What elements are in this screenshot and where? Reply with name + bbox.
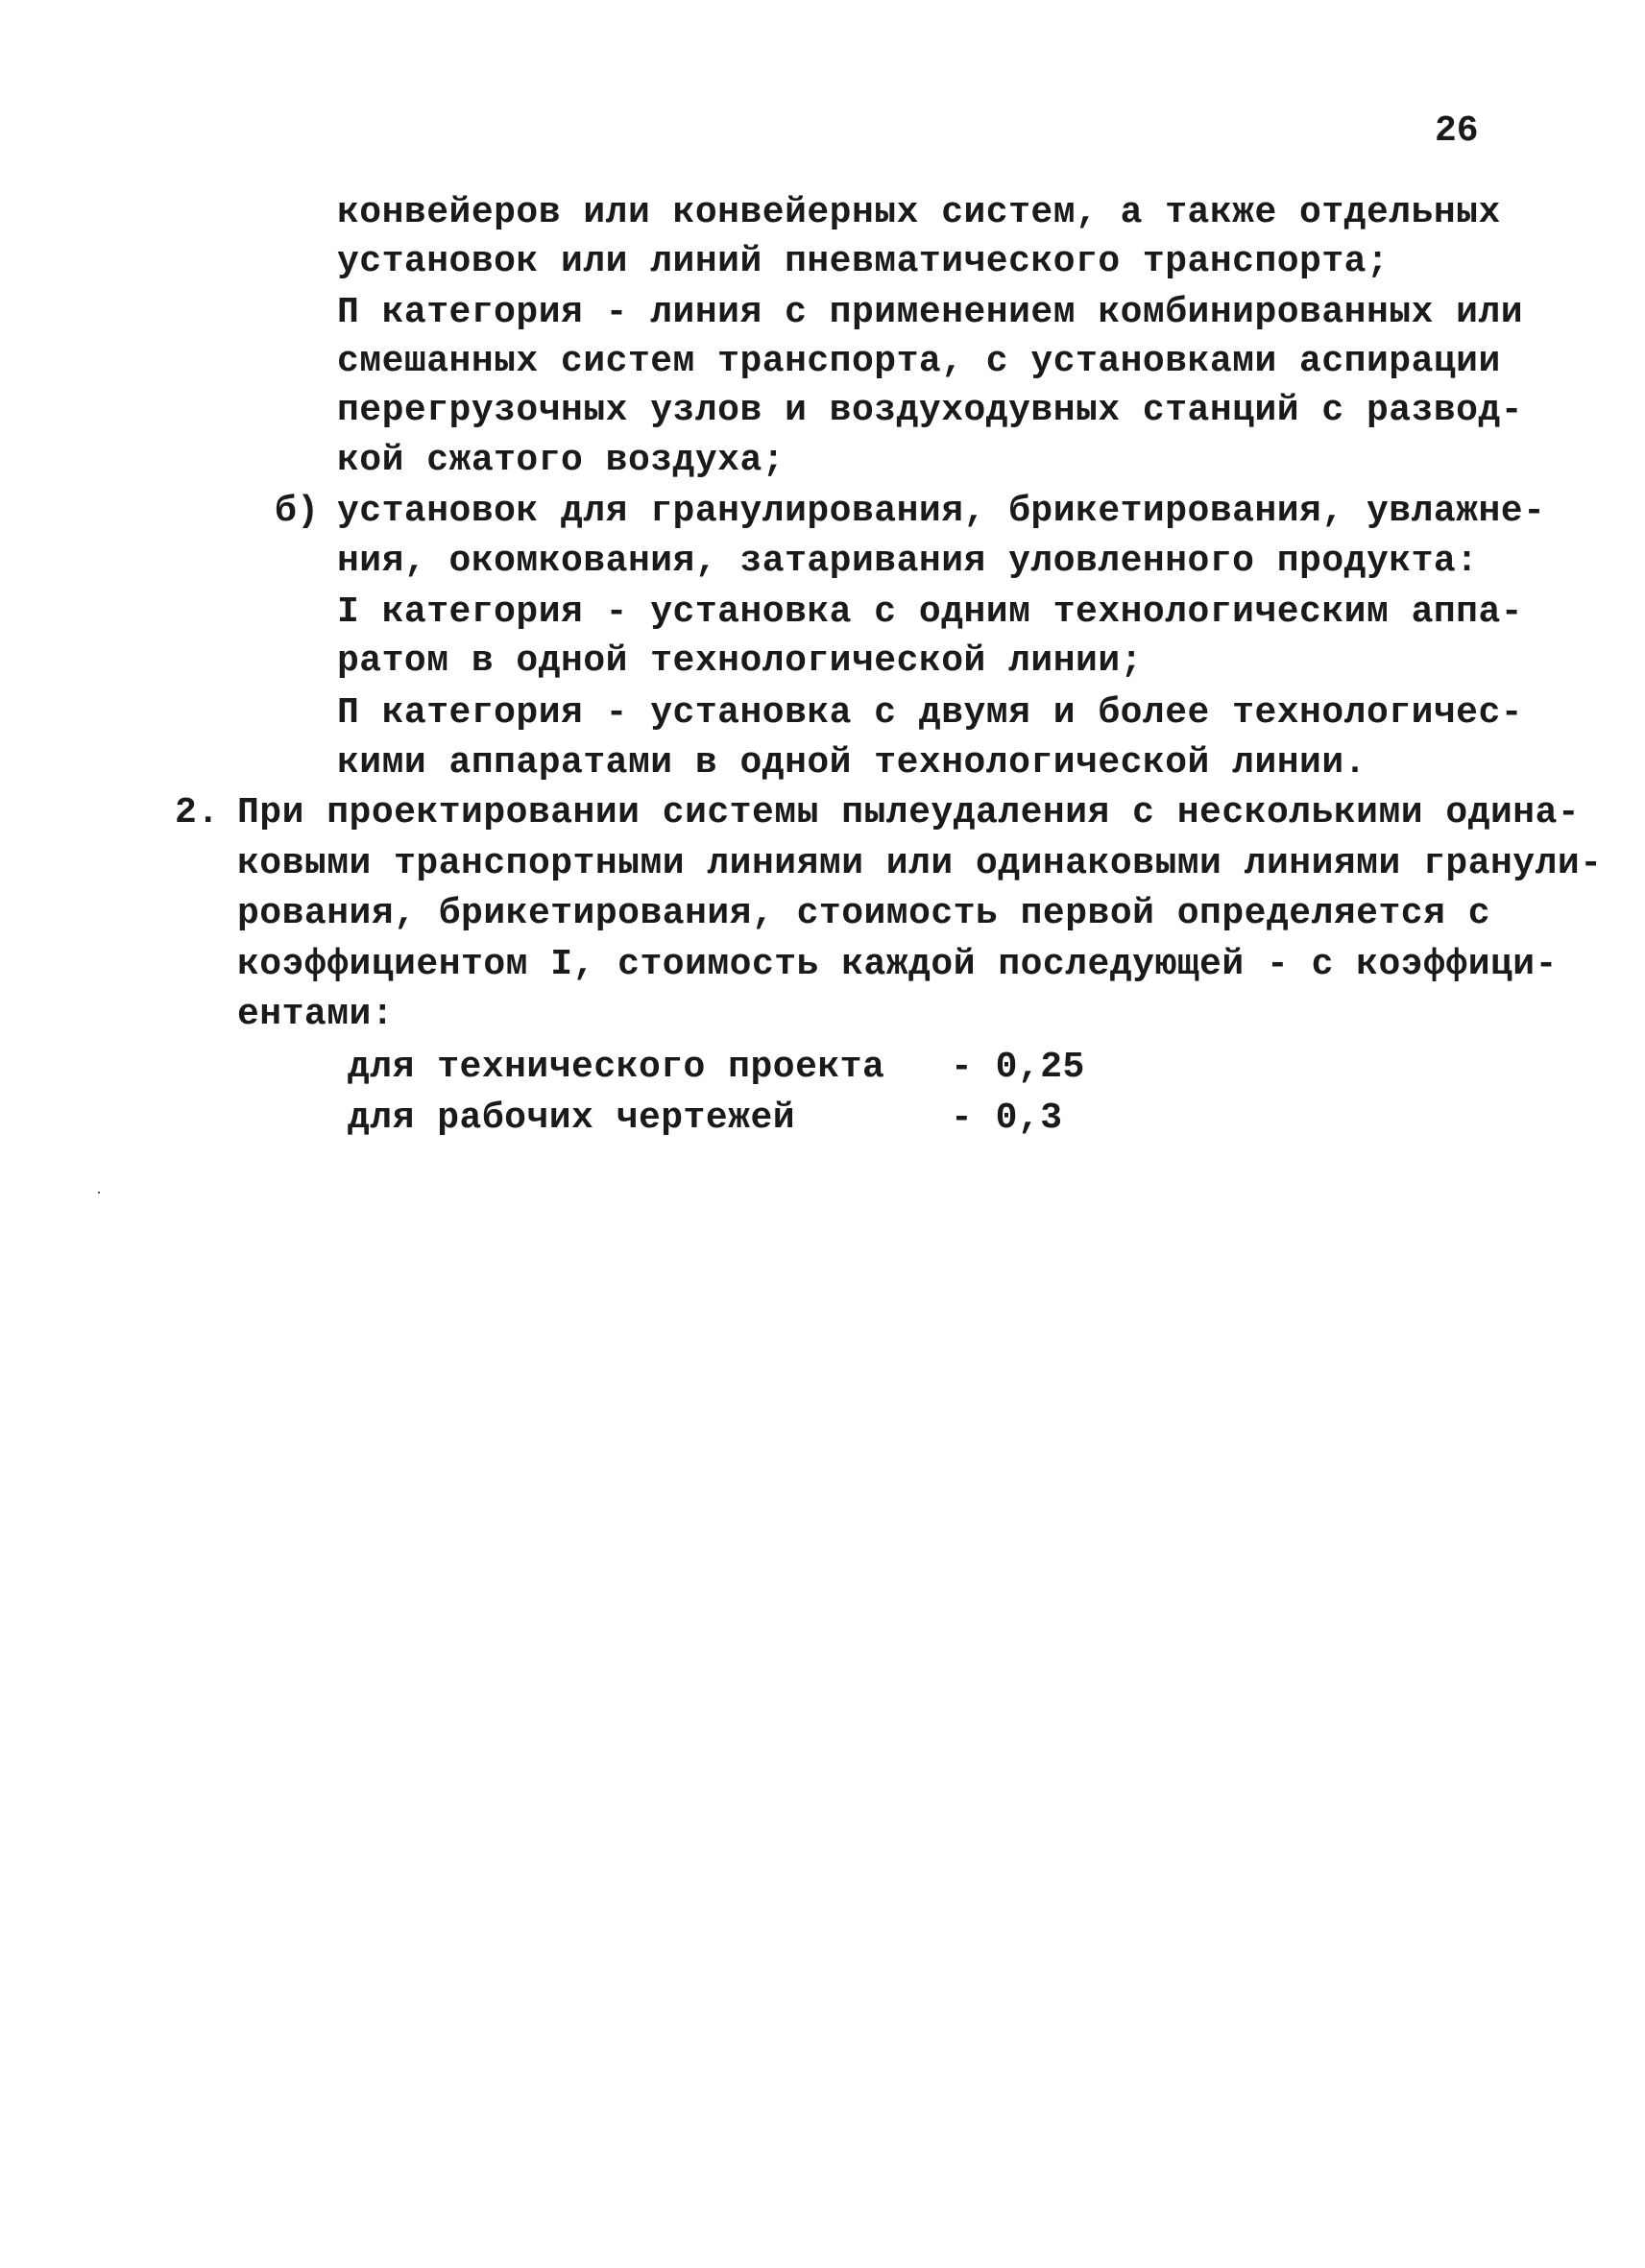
item-b-line: ния, окомкования, затаривания уловленного продукта:: [337, 541, 1479, 582]
item-b-line: ратом в одной технологической линии;: [337, 640, 1143, 682]
coefficient-value: - 0,3: [951, 1098, 1063, 1139]
continuation-line: перегрузочных узлов и воздуходувных станций с развод-: [337, 390, 1524, 431]
item-2-line: При проектировании системы пылеудаления с несколькими одина-: [237, 792, 1581, 833]
item-2-line: ковыми транспортными линиями или одинаковыми линиями гранули-: [237, 843, 1603, 884]
item-2-line: рования, брикетирования, стоимость первой определяется с: [237, 893, 1491, 934]
item-b-line: кими аппаратами в одной технологической линии.: [337, 742, 1367, 784]
item-b-line: установок для гранулирования, брикетирования, увлажне-: [337, 491, 1546, 532]
coefficient-value: - 0,25: [951, 1047, 1085, 1088]
scan-speck: [98, 1192, 100, 1194]
continuation-line: установок или линий пневматического транспорта;: [337, 241, 1390, 282]
continuation-line: конвейеров или конвейерных систем, а также отдельных: [337, 192, 1501, 233]
item-2-line: ентами:: [237, 994, 395, 1035]
item-b-line: П категория - установка с двумя и более технологичес-: [337, 692, 1524, 734]
item-2-line: коэффициентом I, стоимость каждой последующей - с коэффици-: [237, 944, 1558, 985]
item-2-marker: 2.: [175, 792, 220, 833]
continuation-line: кой сжатого воздуха;: [337, 440, 786, 481]
page-number: 26: [1435, 110, 1479, 152]
coefficient-label: для рабочих чертежей: [348, 1098, 796, 1139]
coefficient-label: для технического проекта: [348, 1047, 885, 1088]
item-b-line: I категория - установка с одним технологическим аппа-: [337, 591, 1524, 633]
item-b-marker: б): [275, 491, 320, 532]
continuation-line: смешанных систем транспорта, с установками аспирации: [337, 341, 1501, 382]
continuation-line: П категория - линия с применением комбинированных или: [337, 292, 1524, 333]
